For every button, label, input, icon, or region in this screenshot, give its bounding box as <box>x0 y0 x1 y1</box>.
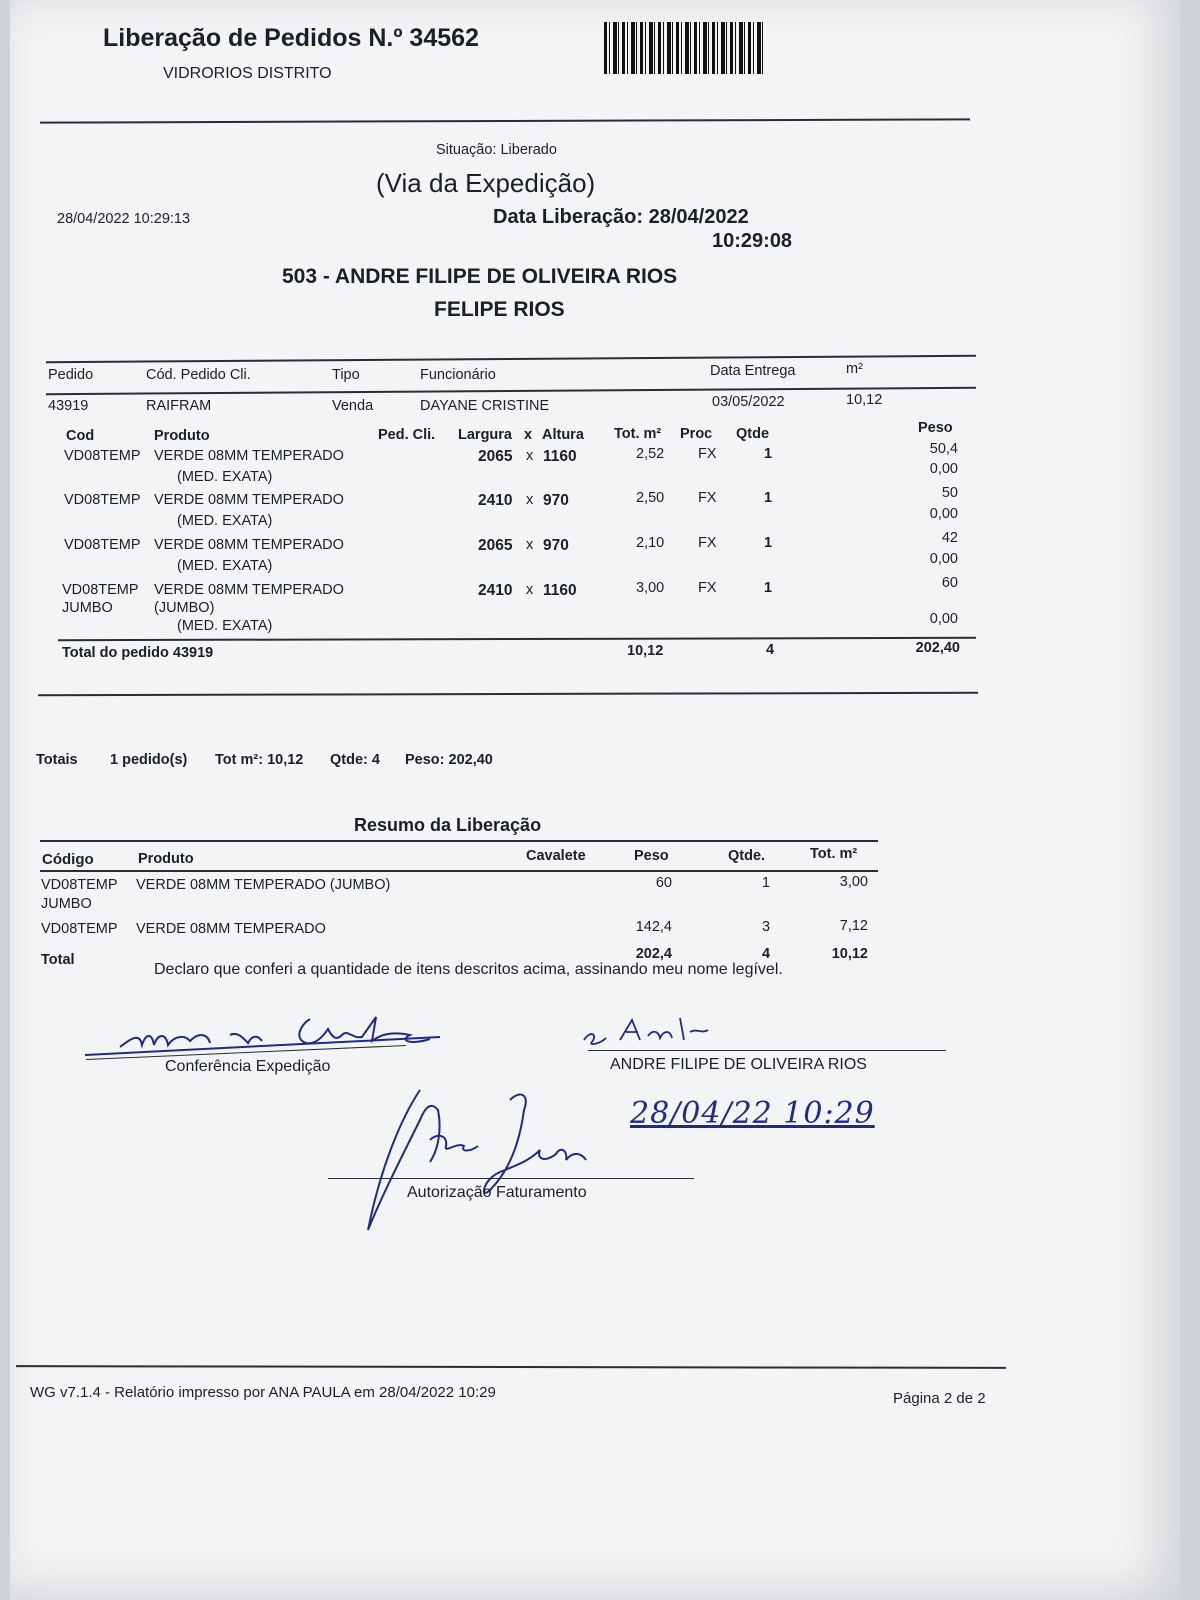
resumo-codigo: VD08TEMP <box>41 921 118 937</box>
col-m2-label: m² <box>846 361 863 377</box>
signature-client <box>580 1010 740 1050</box>
order-total-qtde: 4 <box>766 642 775 658</box>
cod-cli-value: RAIFRAM <box>146 398 212 414</box>
divider <box>40 118 970 123</box>
col-pedido-label: Pedido <box>48 367 94 383</box>
divider <box>38 692 978 696</box>
item-largura: 2410 <box>478 492 513 509</box>
items-col-altura: Altura <box>542 427 584 443</box>
item-peso: 60 <box>941 575 958 591</box>
items-col-tot-m2: Tot. m² <box>614 426 662 442</box>
client-name: ANDRE FILIPE DE OLIVEIRA RIOS <box>610 1056 867 1073</box>
item-peso-2: 0,00 <box>929 551 958 567</box>
resumo-col-tot-m2: Tot. m² <box>810 846 858 862</box>
resumo-col-codigo: Código <box>42 851 94 868</box>
item-produto: VERDE 08MM TEMPERADO <box>154 582 344 598</box>
resumo-qtde: 1 <box>762 875 771 891</box>
autorizacao-label: Autorização Faturamento <box>407 1184 587 1201</box>
item-largura: 2065 <box>478 448 513 465</box>
tipo-value: Venda <box>332 398 374 414</box>
item-produto: VERDE 08MM TEMPERADO <box>154 537 344 553</box>
resumo-title: Resumo da Liberação <box>354 815 542 835</box>
conferencia-label: Conferência Expedição <box>165 1058 331 1075</box>
resumo-tot-m2: 3,00 <box>839 874 868 890</box>
document-page <box>10 0 1180 1600</box>
totais-label: Totais <box>36 752 78 768</box>
totais-pedidos: 1 pedido(s) <box>110 752 188 768</box>
items-col-largura: Largura <box>458 427 512 443</box>
item-proc: FX <box>698 535 717 551</box>
totais-m2: Tot m²: 10,12 <box>215 752 304 768</box>
footer-page: Página 2 de 2 <box>893 1390 986 1407</box>
divider <box>40 840 878 842</box>
footer-divider <box>16 1365 1006 1369</box>
item-obs: (MED. EXATA) <box>177 513 273 529</box>
item-qtde: 1 <box>764 446 773 462</box>
resumo-total-tot-m2: 10,12 <box>831 946 868 962</box>
divider <box>46 387 976 395</box>
item-x: x <box>526 537 534 553</box>
resumo-tot-m2: 7,12 <box>839 918 868 934</box>
item-tot-m2: 3,00 <box>636 580 665 596</box>
totais-qtde: Qtde: 4 <box>330 752 380 768</box>
declaration-text: Declaro que conferi a quantidade de itens descritos acima, assinando meu nome legível. <box>154 961 783 978</box>
pedido-value: 43919 <box>48 398 89 414</box>
totais-peso: Peso: 202,40 <box>405 752 493 768</box>
resumo-codigo-2: JUMBO <box>41 896 92 912</box>
item-cod: VD08TEMP <box>64 492 141 508</box>
item-altura: 1160 <box>543 448 577 465</box>
order-total-m2: 10,12 <box>627 643 664 659</box>
hora-liberacao: 10:29:08 <box>712 230 793 252</box>
resumo-produto: VERDE 08MM TEMPERADO <box>136 921 326 937</box>
item-cod: VD08TEMP <box>64 537 141 553</box>
col-cod-cli-label: Cód. Pedido Cli. <box>146 367 251 383</box>
item-peso-2: 0,00 <box>929 461 958 477</box>
resumo-total-peso: 202,4 <box>635 946 672 962</box>
footer-printed-by: WG v7.1.4 - Relatório impresso por ANA PAULA em 28/04/2022 10:29 <box>30 1384 496 1401</box>
item-altura: 970 <box>543 492 569 509</box>
col-funcionario-label: Funcionário <box>420 367 496 383</box>
resumo-codigo: VD08TEMP <box>41 877 118 893</box>
item-tot-m2: 2,52 <box>636 446 665 462</box>
resumo-col-produto: Produto <box>138 851 194 867</box>
data-entrega-value: 03/05/2022 <box>712 394 785 410</box>
printed-datetime: 28/04/2022 10:29:13 <box>57 211 191 227</box>
item-obs: (MED. EXATA) <box>177 558 273 574</box>
col-data-entrega-label: Data Entrega <box>710 363 796 379</box>
items-col-peso: Peso <box>918 420 953 436</box>
item-peso: 50,4 <box>929 441 958 457</box>
items-col-proc: Proc <box>680 426 713 442</box>
item-produto: VERDE 08MM TEMPERADO <box>154 448 344 464</box>
company-name: VIDRORIOS DISTRITO <box>163 65 332 82</box>
resumo-col-peso: Peso <box>634 848 669 864</box>
m2-value: 10,12 <box>846 392 883 408</box>
item-tot-m2: 2,50 <box>636 490 665 506</box>
item-cod: VD08TEMP <box>62 582 139 598</box>
col-tipo-label: Tipo <box>332 367 360 383</box>
item-proc: FX <box>698 490 717 506</box>
signature-line <box>328 1178 694 1179</box>
item-qtde: 1 <box>764 535 773 551</box>
item-peso-2: 0,00 <box>929 506 958 522</box>
resumo-col-cavalete: Cavalete <box>526 848 586 864</box>
item-cod: VD08TEMP <box>64 448 141 464</box>
resumo-produto: VERDE 08MM TEMPERADO (JUMBO) <box>136 877 391 893</box>
items-col-cod: Cod <box>66 428 95 444</box>
item-qtde: 1 <box>764 580 773 596</box>
resumo-total-label: Total <box>41 952 75 968</box>
barcode <box>604 22 766 74</box>
item-x: x <box>526 582 534 598</box>
client-line-1: 503 - ANDRE FILIPE DE OLIVEIRA RIOS <box>282 265 678 288</box>
document-title: Liberação de Pedidos N.º 34562 <box>103 24 479 52</box>
items-col-qtde: Qtde <box>736 426 770 442</box>
item-tot-m2: 2,10 <box>636 535 665 551</box>
data-liberacao: Data Liberação: 28/04/2022 <box>493 206 749 228</box>
item-x: x <box>526 492 534 508</box>
item-altura: 1160 <box>543 582 577 599</box>
item-largura: 2410 <box>478 582 513 599</box>
signature-autorizacao <box>360 1080 620 1240</box>
item-peso-2: 0,00 <box>929 611 958 627</box>
item-proc: FX <box>698 446 717 462</box>
divider <box>46 355 976 363</box>
item-obs: (MED. EXATA) <box>177 469 273 485</box>
funcionario-value: DAYANE CRISTINE <box>420 398 550 414</box>
situacao: Situação: Liberado <box>436 142 557 158</box>
item-proc: FX <box>698 580 717 596</box>
handwritten-datetime: 28/04/22 10:29 <box>630 1096 875 1131</box>
resumo-total-qtde: 4 <box>762 946 771 962</box>
resumo-peso: 60 <box>655 875 672 891</box>
item-obs: (MED. EXATA) <box>177 618 273 634</box>
item-cod-2: JUMBO <box>62 600 113 616</box>
signature-line <box>588 1050 946 1051</box>
resumo-col-qtde: Qtde. <box>728 848 766 864</box>
resumo-peso: 142,4 <box>635 919 672 935</box>
item-x: x <box>526 448 534 464</box>
resumo-qtde: 3 <box>762 919 771 935</box>
via-label: (Via da Expedição) <box>376 168 596 198</box>
item-produto: VERDE 08MM TEMPERADO <box>154 492 344 508</box>
item-qtde: 1 <box>764 490 773 506</box>
item-altura: 970 <box>543 537 569 554</box>
item-peso: 42 <box>941 530 958 546</box>
divider <box>58 637 976 641</box>
order-total-peso: 202,40 <box>915 640 960 656</box>
item-produto-2: (JUMBO) <box>154 600 215 616</box>
items-col-ped-cli: Ped. Cli. <box>378 427 436 443</box>
items-col-produto: Produto <box>154 428 210 444</box>
items-col-x: x <box>524 427 533 443</box>
item-largura: 2065 <box>478 537 513 554</box>
item-peso: 50 <box>941 485 958 501</box>
order-total-label: Total do pedido 43919 <box>62 645 214 661</box>
divider <box>40 870 878 872</box>
client-line-2: FELIPE RIOS <box>434 298 565 321</box>
